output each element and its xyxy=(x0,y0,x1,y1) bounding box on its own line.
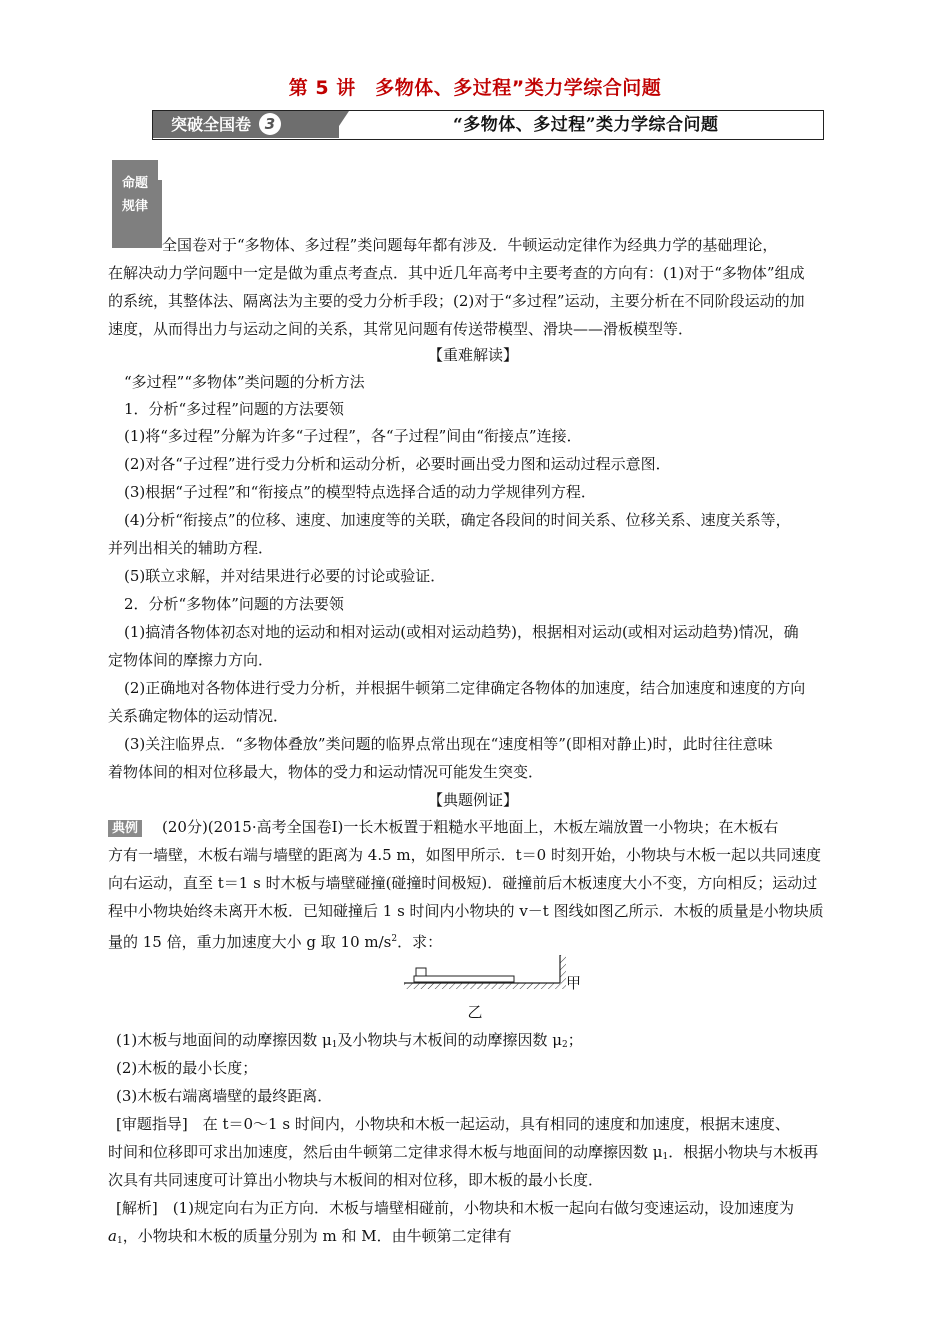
intro-line-4: 速度，从而得出力与运动之间的关系，其常见问题有传送带模型、滑块——滑板模型等． xyxy=(108,320,694,338)
section1-line: 并列出相关的辅助方程． xyxy=(108,539,274,557)
section1-line: 1．分析“多过程”问题的方法要领 xyxy=(124,400,344,418)
example-text: (20分)(2015·高考全国卷Ⅰ)一长木板置于粗糙水平地面上，木板左端放置一小物块；在木板右 xyxy=(162,818,779,836)
analysis-text: a xyxy=(108,1227,117,1245)
intro-line-3: 的系统，其整体法、隔离法为主要的受力分析手段；(2)对于“多过程”运动，主要分析在不同阶段运动的加 xyxy=(108,292,805,310)
section1-line: (2)对各“子过程”进行受力分析和运动分析，必要时画出受力图和运动过程示意图． xyxy=(124,455,671,473)
analysis-line-2 xyxy=(108,1226,878,1251)
rule-label-line-1: 命题 xyxy=(121,176,148,191)
banner-title: “多物体、多过程”类力学综合问题 xyxy=(453,115,719,135)
example-line: 程中小物块始终未离开木板．已知碰撞后 1 s 时间内小物块的 v－t 图线如图乙所示．木板的质量是小物块质 xyxy=(108,902,824,920)
example-line xyxy=(108,929,878,952)
subscript: 1 xyxy=(331,1040,338,1050)
question-text: 及小物块与木板间的动摩擦因数 μ xyxy=(337,1031,563,1049)
section1-line: 着物体间的相对位移最大，物体的受力和运动情况可能发生突变． xyxy=(108,763,544,781)
banner-tag-text: 突破全国卷 xyxy=(171,115,252,134)
example-line: 方有一墙壁，木板右端与墙壁的距离为 4.5 m，如图甲所示．t＝0 时刻开始，小物块与木板一起以共同速度 xyxy=(108,846,821,864)
ground xyxy=(404,983,560,989)
section-banner xyxy=(152,110,824,140)
guide-line-1: [审题指导] 在 t＝0～1 s 时间内，小物块和木板一起运动，具有相同的速度和加速度，根据末速度、 xyxy=(116,1115,790,1133)
board-wall-figure xyxy=(400,953,590,1003)
banner-tag xyxy=(153,111,339,138)
section1-line: 定物体间的摩擦力方向． xyxy=(108,651,274,669)
section-heading-difficulty: 【重难解读】 xyxy=(427,346,518,364)
superscript: 2 xyxy=(391,934,398,944)
small-block xyxy=(416,968,426,976)
subscript: 1 xyxy=(662,1152,669,1162)
guide-text: 时间和位移即可求出加速度，然后由牛顿第二定律求得木板与地面间的动摩擦因数 μ xyxy=(108,1143,663,1161)
figure-caption-yi: 乙 xyxy=(467,1003,483,1021)
example-text: ．求： xyxy=(397,933,443,951)
example-tag: 典例 xyxy=(108,820,142,837)
intro-line-1: 全国卷对于“多物体、多过程”类问题每年都有涉及．牛顿运动定律作为经典力学的基础理论， xyxy=(162,236,778,254)
question-2: (2)木板的最小长度； xyxy=(116,1059,258,1077)
subscript: 1 xyxy=(116,1236,123,1246)
section1-line: 2．分析“多物体”问题的方法要领 xyxy=(124,595,344,613)
guide-text: ．根据小物块与木板再 xyxy=(668,1143,819,1161)
long-board xyxy=(414,976,514,982)
analysis-line-1: [解析] (1)规定向右为正方向．木板与墙壁相碰前，小物块和木板一起向右做匀变速运动，设加速度为 xyxy=(116,1199,794,1217)
question-text: ； xyxy=(567,1031,583,1049)
example-text: 量的 15 倍，重力加速度大小 g 取 10 m/s xyxy=(108,933,392,951)
question-3: (3)木板右端离墙壁的最终距离． xyxy=(116,1087,333,1105)
figure-label-jia: 甲 xyxy=(566,974,582,992)
banner-number-badge: 3 xyxy=(259,113,281,135)
section1-line: (3)根据“子过程”和“衔接点”的模型特点选择合适的动力学规律列方程． xyxy=(124,483,596,501)
rule-label-line-2: 规律 xyxy=(121,199,148,214)
banner-divider xyxy=(331,111,349,138)
intro-line-2: 在解决动力学问题中一定是做为重点考查点．其中近几年高考中主要考查的方向有：(1)对于“多物体”组成 xyxy=(108,264,805,282)
example-line: 向右运动，直至 t＝1 s 时木板与墙壁碰撞(碰撞时间极短)．碰撞前后木板速度大小不变，方向相反；运动过 xyxy=(108,874,818,892)
section1-line: (2)正确地对各物体进行受力分析，并根据牛顿第二定律确定各物体的加速度，结合加速度和速度的方向 xyxy=(124,679,806,697)
section1-line: (3)关注临界点．“多物体叠放”类问题的临界点常出现在“速度相等”(即相对静止)时，此时往往意味 xyxy=(124,735,773,753)
section1-line: “多过程”“多物体”类问题的分析方法 xyxy=(124,373,365,391)
section1-line: (5)联立求解，并对结果进行必要的讨论或验证． xyxy=(124,567,446,585)
question-text: (1)木板与地面间的动摩擦因数 μ xyxy=(116,1031,332,1049)
example-line-1 xyxy=(108,817,878,837)
section1-line: 关系确定物体的运动情况． xyxy=(108,707,289,725)
section1-line: (1)将“多过程”分解为许多“子过程”，各“子过程”间由“衔接点”连接． xyxy=(124,427,582,445)
section1-line: (4)分析“衔接点”的位移、速度、加速度等的关联，确定各段间的时间关系、位移关系、速度关系等， xyxy=(124,511,791,529)
rule-label-box xyxy=(112,160,158,248)
section-heading-example: 【典题例证】 xyxy=(427,791,518,809)
subscript: 2 xyxy=(562,1040,568,1050)
section1-line: (1)搞清各物体初态对地的运动和相对运动(或相对运动趋势)，根据相对运动(或相对运动趋势)情况，确 xyxy=(124,623,799,641)
question-1 xyxy=(116,1030,886,1055)
guide-line-3: 次具有共同速度可计算出小物块与木板间的相对位移，即木板的最小长度． xyxy=(108,1171,604,1189)
analysis-text: ，小物块和木板的质量分别为 m 和 M．由牛顿第二定律有 xyxy=(122,1227,512,1245)
guide-line-2 xyxy=(108,1142,878,1167)
page-title: 第 5 讲 多物体、多过程”类力学综合问题 xyxy=(288,77,662,99)
